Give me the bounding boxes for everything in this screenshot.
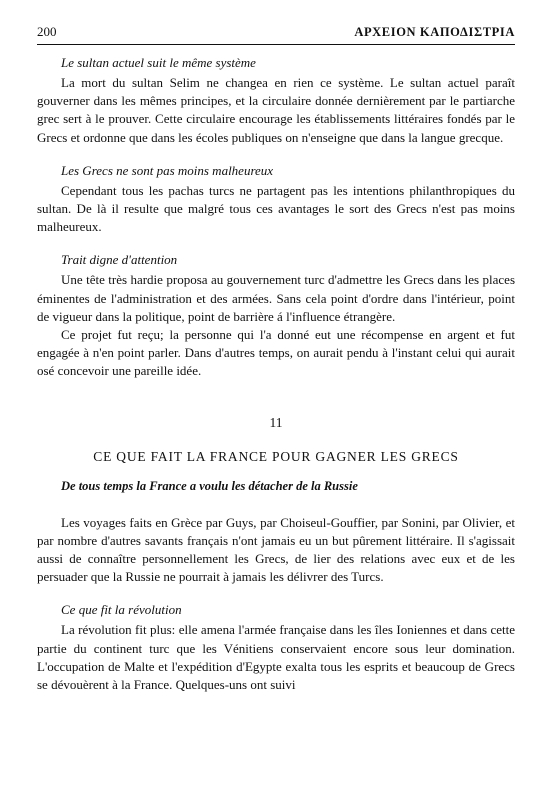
paragraph: Ce projet fut reçu; la personne qui l'a donné eut une récompense en argent et fut engagée à n'en point parler. Dans d'autres temps, on aurait pendu à l'instant celui qui aurait osé concevoir une pareille idée.: [37, 327, 515, 379]
page-header: [37, 24, 515, 42]
document-page: [37, 24, 515, 694]
page-number: 200: [37, 24, 57, 39]
chapter-number: 11: [269, 414, 283, 430]
section-revolution: [37, 600, 515, 694]
section-trait: [37, 250, 515, 380]
paragraph: La mort du sultan Selim ne changea en rien ce système. Le sultan actuel paraît gouverner dans les mêmes principes, et la circulaire donnée dernièrement par le partiarche grec sert à le prouver. Cette circulaire encourage les établissements littéraires fondés par le Grecs et ordonne que dans les écoles publiques on n'enseigne que dans la langue grecque.: [37, 75, 515, 145]
paragraph: Cependant tous les pachas turcs ne partagent pas les intentions philanthropiques du sultan. De là il resulte que malgré tous ces avantages le sort des Grecs n'est pas moins malheureux.: [37, 182, 515, 235]
running-title: ΑΡΧΕΙΟΝ ΚΑΠΟΔΙΣΤΡΙΑ: [354, 25, 515, 39]
paragraph: La révolution fit plus: elle amena l'armée française dans les îles Ioniennes et dans cette partie du continent turc que les Vénitiens conservaient encore sous leur domination. L'occupation de Malte et l'expédition d'Egypte exalta tous les esprits et beaucoup de Grecs se dévouèrent à la France. Quelques-uns ont suivi: [37, 622, 515, 693]
header-rule: [37, 44, 515, 45]
section-heading: Le sultan actuel suit le même système: [61, 55, 256, 70]
section-heading: Trait digne d'attention: [61, 252, 178, 268]
paragraph: Une tête très hardie proposa au gouvernement turc d'admettre les Grecs dans les places éminentes de l'administration et des armées. Sans cela point d'ordre dans l'intérieur, point de vigueur dans la politique, point de barrière á l'influence étrangère.: [37, 272, 515, 324]
section-sultan: [37, 53, 515, 147]
paragraph: Les voyages faits en Grèce par Guys, par Choiseul-Gouffier, par Sonini, par Olivier, et par nombre d'autres savants français n'ont jamais eu un but pûrement littéraire. Il s'agissait aussi de connaître personnellement les Grecs, de lier des relations avec eux et de les persuader que la Russie ne pourrait à jamais les délivrer des Turcs.: [37, 514, 515, 585]
chapter-title: CE QUE FAIT LA FRANCE POUR GAGNER LES GRECS: [93, 448, 459, 464]
section-heading: Les Grecs ne sont pas moins malheureux: [61, 162, 274, 178]
section-grecs: [37, 161, 515, 237]
chapter-subtitle: De tous temps la France a voulu les détacher de la Russie: [61, 478, 358, 493]
spacer: [37, 494, 515, 514]
section-heading: Ce que fit la révolution: [61, 602, 182, 618]
